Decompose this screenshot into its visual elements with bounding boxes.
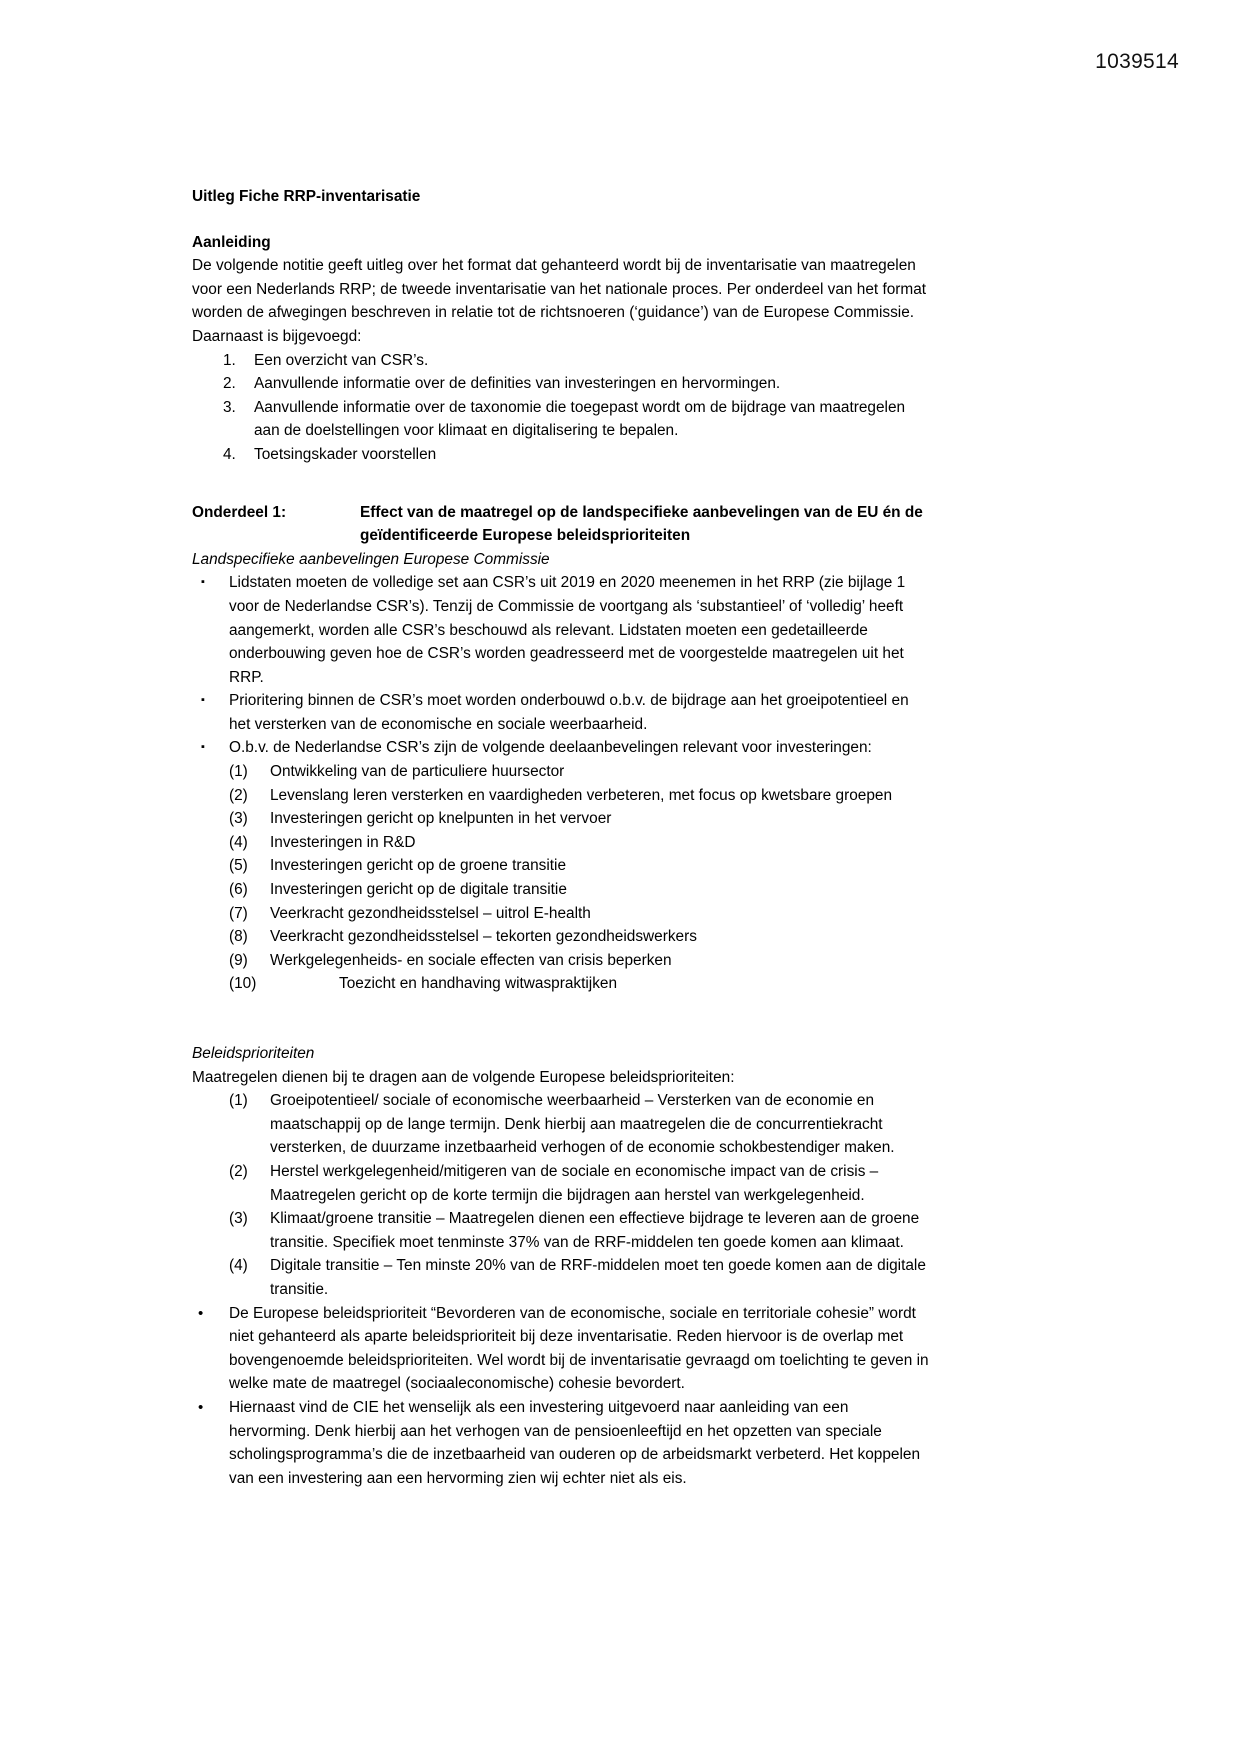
square-bullet-icon: ▪ [201, 694, 205, 707]
list-item-number: (1) [229, 763, 248, 781]
list-item [229, 949, 932, 973]
list-item-number: (3) [229, 810, 248, 828]
list-item [192, 372, 932, 396]
document-number: 1039514 [1095, 50, 1179, 73]
deelaanbevelingen-wrapper [192, 760, 932, 996]
list-item-number: (6) [229, 881, 248, 899]
page-title-bold: RRP-inventarisatie [283, 188, 421, 205]
deelaanbevelingen-list [229, 760, 932, 996]
round-bullet-icon: • [198, 1398, 204, 1416]
list-item-text: Investeringen gericht op knelpunten in het vervoer [270, 810, 612, 828]
square-bullet-icon: ▪ [201, 576, 205, 589]
list-item-text: Herstel werkgelegenheid/mitigeren van de sociale en economische impact van de crisis – Maatregelen gericht op de korte termijn die bijdragen aan herstel van werkgelegenheid. [270, 1162, 879, 1204]
list-item-number: 3. [223, 398, 236, 416]
list-item-number: (8) [229, 928, 248, 946]
list-item [229, 972, 932, 996]
list-item-number: (2) [229, 786, 248, 804]
list-item-number: (2) [229, 1162, 248, 1180]
round-bullet-icon: • [198, 1304, 204, 1322]
beleidsprioriteiten-wrapper [192, 1089, 932, 1301]
list-item-text: Hiernaast vind de CIE het wenselijk als een investering uitgevoerd naar aanleiding van een hervorming. Denk hierbij aan het verhogen van de pensioenleeftijd en het opzetten van speciale scholingsprogramma’s die de inzetbaarheid van ouderen op de arbeidsmarkt verbeterd. Het koppelen van een investering aan een hervorming zien wij echter niet als eis. [229, 1398, 921, 1487]
section-heading-aanleiding: Aanleiding [192, 233, 271, 251]
list-item [192, 689, 932, 736]
onderdeel-1-label: Onderdeel 1: [192, 503, 287, 521]
list-item-text: Toetsingskader voorstellen [254, 445, 437, 463]
list-item-text: Veerkracht gezondheidsstelsel – uitrol E-health [270, 904, 591, 922]
list-item-text: Investeringen in R&D [270, 833, 416, 851]
list-item-text: Groeipotentieel/ sociale of economische weerbaarheid – Versterken van de economie en maatschappij op de lange termijn. Denk hierbij aan maatregelen die de concurrentiekracht versterken, de duurzame inzetbaarheid verhogen of de economie schokbestendiger maken. [270, 1092, 895, 1157]
list-item-number: 1. [223, 351, 236, 369]
beleidsprioriteiten-bullets [192, 1302, 932, 1491]
list-item [229, 784, 932, 808]
list-item-text: Levenslang leren versterken en vaardigheden verbeteren, met focus op kwetsbare groepen [270, 786, 892, 804]
list-item-number: (10) [229, 975, 257, 993]
list-item-text: Lidstaten moeten de volledige set aan CSR’s uit 2019 en 2020 meenemen in het RRP (zie bijlage 1 voor de Nederlandse CSR’s). Tenzij de Commissie de voortgang als ‘substantieel’ of ‘volledig’ heeft aangemerkt, worden alle CSR’s beschouwd als relevant. Lidstaten moeten een gedetailleerde onderbouwing geven hoe de CSR’s worden geadresseerd met de voorgestelde maatregelen uit het RRP. [229, 574, 906, 686]
list-item-number: (3) [229, 1210, 248, 1228]
list-item-number: (5) [229, 857, 248, 875]
list-item-text: Prioritering binnen de CSR’s moet worden onderbouwd o.b.v. de bijdrage aan het groeipotentieel en het versterken van de economische en sociale weerbaarheid. [229, 692, 909, 733]
list-item-number: 2. [223, 375, 236, 393]
spacer [192, 209, 932, 231]
list-item [229, 925, 932, 949]
list-item [192, 1302, 932, 1396]
list-item-text: De Europese beleidsprioriteit “Bevorderen van de economische, sociale en territoriale cohesie” wordt niet gehanteerd als aparte beleidsprioriteit bij deze inventarisatie. Reden hiervoor is de overlap met bovengenoemde beleidsprioriteiten. Wel wordt bij de inventarisatie gevraagd om toelichting te geven in welke mate de maatregel (sociaaleconomische) cohesie bevordert. [229, 1304, 929, 1393]
list-item [229, 1089, 932, 1160]
list-item-text: Toezicht en handhaving witwaspraktijken [339, 975, 618, 993]
list-item [192, 736, 932, 760]
list-item-number: (7) [229, 904, 248, 922]
list-item [229, 760, 932, 784]
onderdeel-1-title: Effect van de maatregel op de landspecifieke aanbevelingen van de EU én de geïdentificeerde Europese beleidsprioriteiten [360, 503, 923, 545]
page-title [192, 185, 932, 209]
list-item [229, 1254, 932, 1301]
list-item-text: Een overzicht van CSR’s. [254, 351, 429, 369]
beleidsprioriteiten-intro: Maatregelen dienen bij te dragen aan de volgende Europese beleidsprioriteiten: [192, 1068, 735, 1086]
list-item [192, 396, 932, 443]
list-item [192, 349, 932, 373]
list-item-number: (4) [229, 833, 248, 851]
list-item-text: Digitale transitie – Ten minste 20% van de RRF-middelen moet ten goede komen aan de digitale transitie. [270, 1257, 926, 1298]
landspecifieke-bullets [192, 571, 932, 760]
list-item-text: Aanvullende informatie over de taxonomie die toegepast wordt om de bijdrage van maatregelen aan de doelstellingen voor klimaat en digitalisering te bepalen. [254, 398, 906, 440]
list-item-number: (9) [229, 951, 248, 969]
list-item [229, 1160, 932, 1207]
onderdeel-1-heading [192, 501, 932, 548]
list-item [229, 902, 932, 926]
list-item-text: Aanvullende informatie over de definities van investeringen en hervormingen. [254, 375, 781, 393]
list-item [229, 1207, 932, 1254]
list-item-text: Ontwikkeling van de particuliere huursector [270, 763, 565, 781]
document-body [192, 185, 932, 1490]
list-item [229, 854, 932, 878]
list-item-text: Veerkracht gezondheidsstelsel – tekorten gezondheidswerkers [270, 928, 697, 946]
list-item-text: Investeringen gericht op de digitale transitie [270, 881, 567, 899]
page-title-prefix: Uitleg Fiche [192, 188, 284, 205]
list-item [192, 443, 932, 467]
subheading-landspecifieke: Landspecifieke aanbevelingen Europese Commissie [192, 550, 550, 568]
list-item-text: Werkgelegenheids- en sociale effecten van crisis beperken [270, 951, 672, 969]
list-item-text: Klimaat/groene transitie – Maatregelen dienen een effectieve bijdrage te leveren aan de groene transitie. Specifiek moet tenminste 37% van de RRF-middelen ten goede komen aan klimaat. [270, 1210, 920, 1251]
spacer [192, 996, 932, 1042]
spacer [192, 467, 932, 501]
list-item-text: Investeringen gericht op de groene transitie [270, 857, 567, 875]
list-item [192, 571, 932, 689]
list-item [229, 807, 932, 831]
list-item [192, 1396, 932, 1490]
aanleiding-paragraph: De volgende notitie geeft uitleg over het format dat gehanteerd wordt bij de inventarisatie van maatregelen voor een Nederlands RRP; de tweede inventarisatie van het nationale proces. Per onderdeel van het format worden de afwegingen beschreven in relatie tot de richtsnoeren (‘guidance’) van de Europese Commissie. Daarnaast is bijgevoegd: [192, 257, 927, 345]
list-item-number: 4. [223, 445, 236, 463]
list-item-text: O.b.v. de Nederlandse CSR’s zijn de volgende deelaanbevelingen relevant voor investeringen: [229, 739, 872, 757]
list-item-number: (4) [229, 1257, 248, 1275]
beleidsprioriteiten-list [229, 1089, 932, 1301]
square-bullet-icon: ▪ [201, 741, 205, 754]
aanleiding-list [192, 349, 932, 467]
subheading-beleidsprioriteiten: Beleidsprioriteiten [192, 1045, 315, 1062]
list-item-number: (1) [229, 1092, 248, 1110]
list-item [229, 878, 932, 902]
list-item [229, 831, 932, 855]
